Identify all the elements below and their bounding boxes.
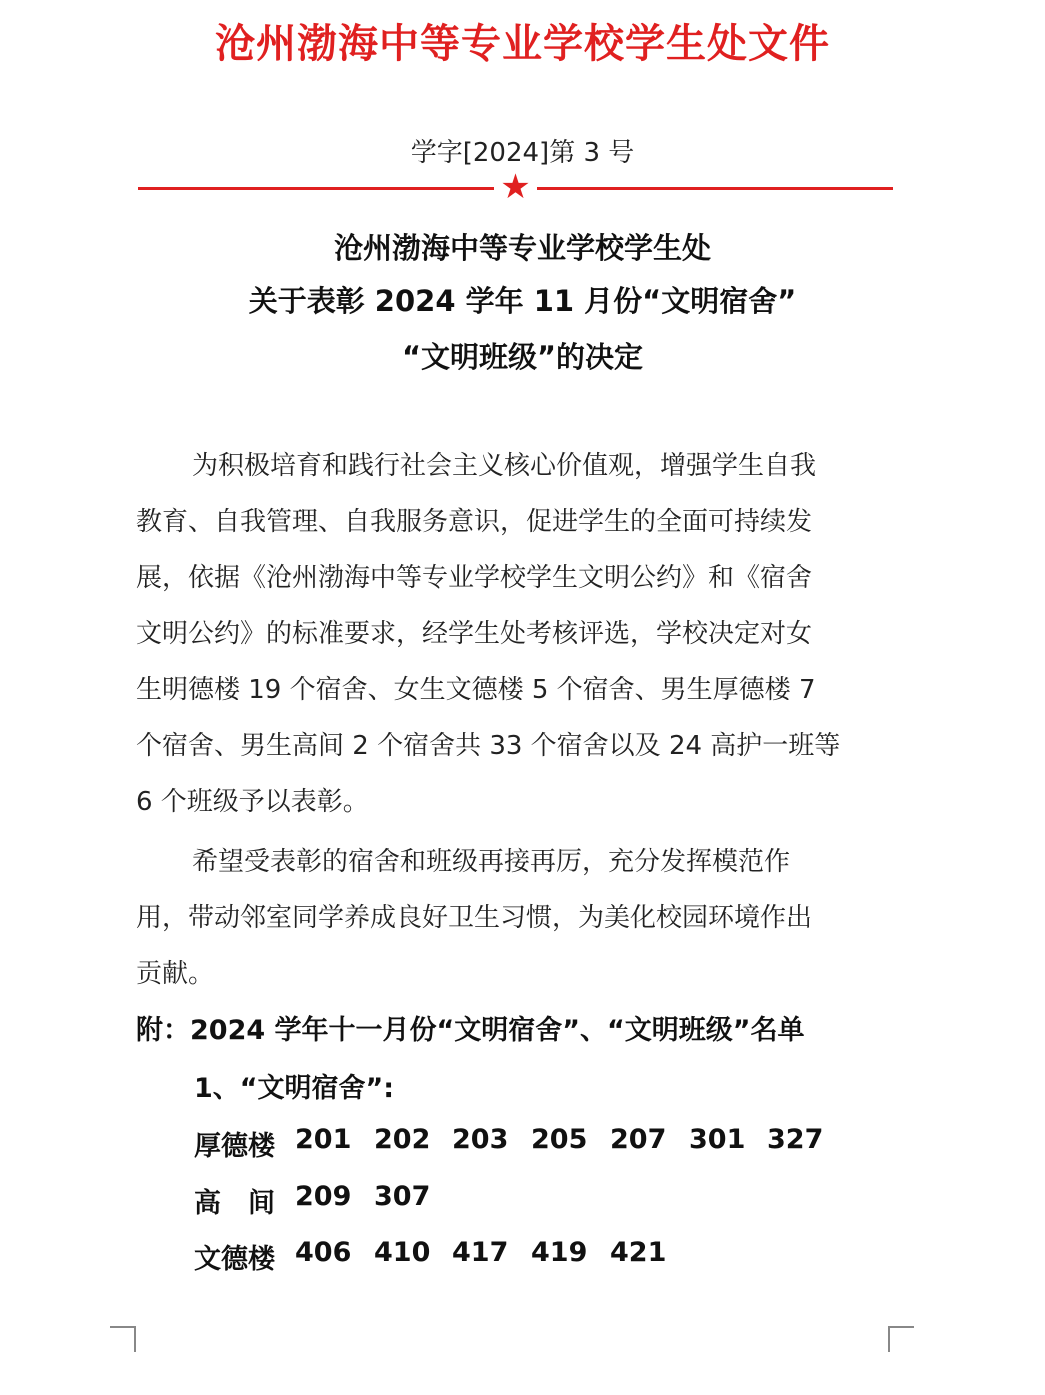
room-number: 207: [610, 1124, 667, 1155]
room-number: 203: [452, 1124, 509, 1155]
page-corner-mark-left: [110, 1326, 136, 1352]
paragraph-line: 贡献。: [136, 959, 215, 989]
red-rule-right: [537, 187, 893, 190]
room-number: 419: [531, 1237, 588, 1268]
paragraph-line: 6 个班级予以表彰。: [136, 787, 369, 817]
paragraph-line: 生明德楼 19 个宿舍、女生文德楼 5 个宿舍、男生厚德楼 7: [136, 675, 816, 705]
title-line-3: “文明班级”的决定: [401, 340, 644, 374]
room-number: 421: [610, 1237, 667, 1268]
paragraph-line: 希望受表彰的宿舍和班级再接再厉，充分发挥模范作: [192, 847, 791, 877]
room-number: 307: [374, 1181, 431, 1212]
document-header-title: 沧州渤海中等专业学校学生处文件: [215, 21, 830, 67]
paragraph-line: 用，带动邻室同学养成良好卫生习惯，为美化校园环境作出: [136, 903, 813, 933]
room-number: 417: [452, 1237, 509, 1268]
room-number: 201: [295, 1124, 352, 1155]
attachment-heading: 附：2024 学年十一月份“文明宿舍”、“文明班级”名单: [136, 1015, 805, 1046]
paragraph-line: 教育、自我管理、自我服务意识，促进学生的全面可持续发: [136, 507, 813, 537]
section-civilized-dorms: 1、“文明宿舍”:: [194, 1073, 395, 1104]
body-paragraph-2: [136, 834, 896, 1002]
page-corner-mark-right: [888, 1326, 914, 1352]
body-paragraph-1: [136, 438, 896, 830]
room-number: 327: [767, 1124, 824, 1155]
document-number: 学字[2024]第 3 号: [410, 138, 635, 168]
paragraph-line: 文明公约》的标准要求，经学生处考核评选，学校决定对女: [136, 619, 813, 649]
room-number: 406: [295, 1237, 352, 1268]
building-name: 厚德楼: [194, 1131, 275, 1162]
room-number: 301: [689, 1124, 746, 1155]
room-number: 209: [295, 1181, 352, 1212]
red-rule-left: [138, 187, 494, 190]
building-name: 文德楼: [194, 1244, 275, 1275]
title-line-1: 沧州渤海中等专业学校学生处: [333, 231, 711, 265]
building-name: 高 间: [194, 1188, 275, 1219]
room-number: 410: [374, 1237, 431, 1268]
room-number: 205: [531, 1124, 588, 1155]
paragraph-line: 为积极培育和践行社会主义核心价值观，增强学生自我: [192, 451, 817, 481]
red-star-icon: ★: [500, 167, 531, 207]
title-line-2: 关于表彰 2024 学年 11 月份“文明宿舍”: [248, 284, 797, 318]
paragraph-line: 展，依据《沧州渤海中等专业学校学生文明公约》和《宿舍: [136, 563, 813, 593]
paragraph-line: 个宿舍、男生高间 2 个宿舍共 33 个宿舍以及 24 高护一班等: [136, 731, 841, 761]
room-number: 202: [374, 1124, 431, 1155]
